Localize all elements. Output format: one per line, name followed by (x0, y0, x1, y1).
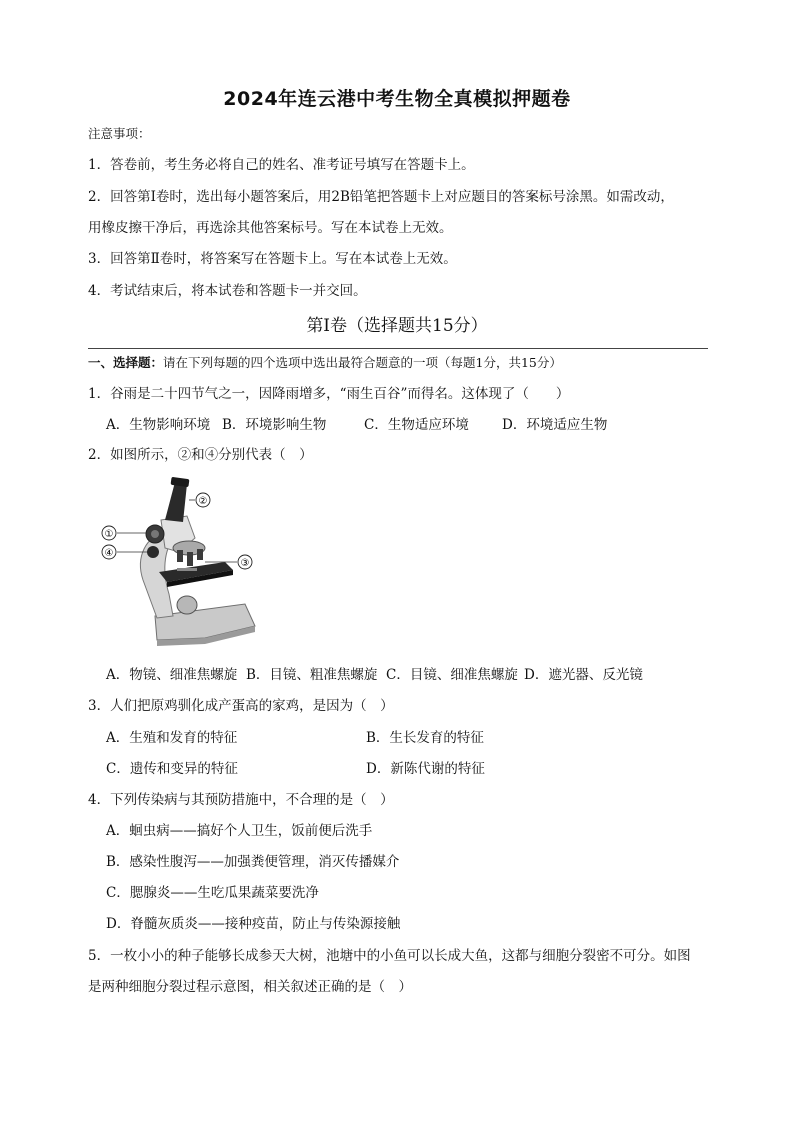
page-title: 2024年连云港中考生物全真模拟押题卷 (223, 88, 571, 110)
note-item-4: 4．考试结束后，将本试卷和答题卡一并交回。 (88, 283, 367, 299)
question-2-option-b: B．目镜、粗准焦螺旋 (246, 667, 378, 683)
question-3-stem: 3．人们把原鸡驯化成产蛋高的家鸡，是因为（ ） (88, 698, 394, 714)
question-3-option-a: A．生殖和发育的特征 (106, 730, 238, 746)
question-2-option-d: D．遮光器、反光镜 (524, 667, 643, 683)
section-divider (88, 348, 708, 349)
question-4-option-c: C．腮腺炎——生吃瓜果蔬菜要洗净 (106, 885, 319, 901)
question-4-option-a: A．蛔虫病——搞好个人卫生，饭前便后洗手 (106, 823, 373, 839)
section-title: 第Ⅰ卷（选择题共15分） (306, 316, 488, 336)
instruction-prefix: 一、选择题： (88, 355, 164, 370)
question-2-stem: 2．如图所示，②和④分别代表（ ） (88, 447, 313, 463)
section-instruction (88, 353, 562, 373)
question-3-option-d: D．新陈代谢的特征 (366, 761, 485, 777)
question-3-option-b: B．生长发育的特征 (366, 730, 484, 746)
note-item-3: 3．回答第Ⅱ卷时，将答案写在答题卡上。写在本试卷上无效。 (88, 251, 457, 267)
microscope-figure (95, 476, 265, 646)
question-1-stem: 1．谷雨是二十四节气之一，因降雨增多，“雨生百谷”而得名。这体现了（ ） (88, 386, 570, 402)
question-2-option-c: C．目镜、细准焦螺旋 (386, 667, 518, 683)
question-3-option-c: C．遗传和变异的特征 (106, 761, 238, 777)
instruction-body: 请在下列每题的四个选项中选出最符合题意的一项（每题1分，共15分） (163, 355, 562, 370)
note-item-2: 2．回答第Ⅰ卷时，选出每小题答案后，用2B铅笔把答题卡上对应题目的答案标号涂黑。如需改动， (88, 189, 674, 205)
figure-label-1: ① (104, 529, 114, 540)
question-4-option-d: D．脊髓灰质炎——接种疫苗，防止与传染源接触 (106, 916, 401, 932)
question-4-option-b: B．感染性腹泻——加强粪便管理，消灭传播媒介 (106, 854, 400, 870)
question-1-option-a: A．生物影响环境 (106, 417, 211, 433)
figure-label-4: ④ (104, 548, 114, 559)
question-1-option-d: D．环境适应生物 (502, 417, 608, 433)
question-1-option-b: B．环境影响生物 (222, 417, 327, 433)
question-5-stem-line-2: 是两种细胞分裂过程示意图，相关叙述正确的是（ ） (88, 979, 412, 995)
note-item-1: 1．答卷前，考生务必将自己的姓名、准考证号填写在答题卡上。 (88, 157, 475, 173)
question-1-option-c: C．生物适应环境 (364, 417, 469, 433)
notes-heading: 注意事项： (88, 126, 151, 141)
question-4-stem: 4．下列传染病与其预防措施中，不合理的是（ ） (88, 792, 394, 808)
figure-label-2: ② (198, 496, 208, 507)
note-item-2-continued: 用橡皮擦干净后，再选涂其他答案标号。写在本试卷上无效。 (88, 220, 453, 236)
figure-label-3: ③ (240, 558, 250, 569)
question-5-stem-line-1: 5．一枚小小的种子能够长成参天大树，池塘中的小鱼可以长成大鱼，这都与细胞分裂密不可分。如图 (88, 948, 691, 964)
question-2-option-a: A．物镜、细准焦螺旋 (106, 667, 238, 683)
